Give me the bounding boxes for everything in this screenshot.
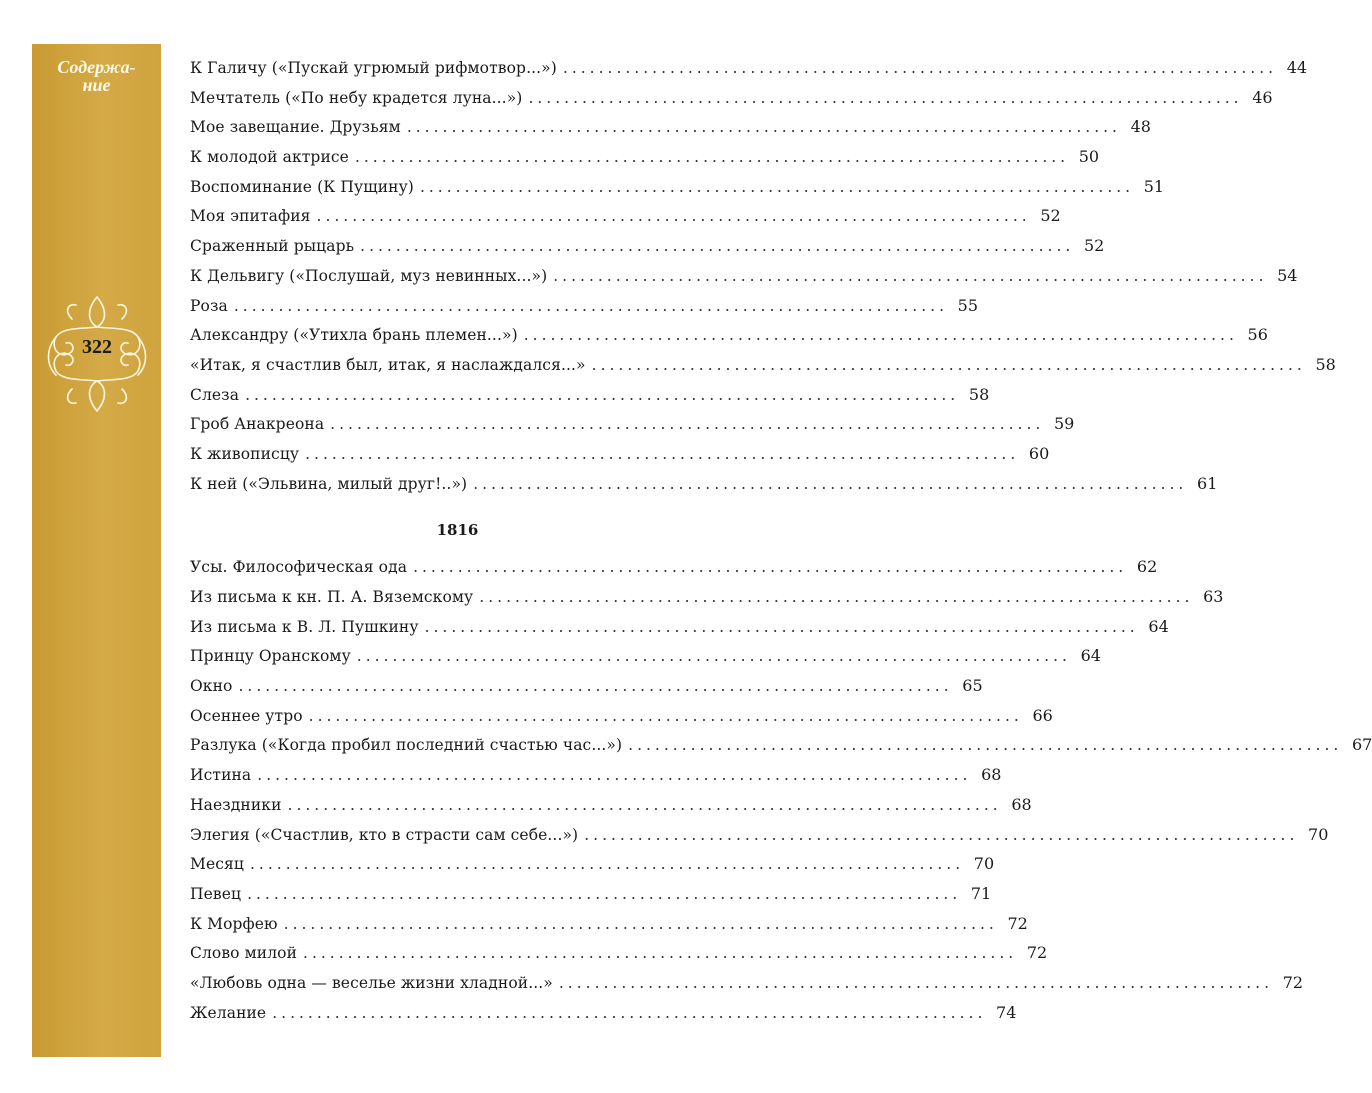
toc-entry-page: 72 <box>1026 943 1048 963</box>
toc-leader-dots: ................................................................................ <box>360 237 1075 256</box>
toc-leader-dots: ................................................................................ <box>413 558 1128 577</box>
toc-entry <box>190 53 1308 83</box>
toc-entry-title: Окно <box>190 677 233 696</box>
toc-entry-page: 68 <box>981 765 1002 785</box>
toc-entry-title: Желание <box>190 1003 267 1022</box>
toc-entry-title: Мое завещание. Друзьям <box>190 118 401 137</box>
toc-entry-page: 54 <box>1277 265 1298 285</box>
toc-leader-dots: ................................................................................ <box>233 296 949 315</box>
toc-entry <box>190 320 1268 350</box>
toc-entry-page: 72 <box>1282 972 1304 992</box>
toc-leader-dots: ................................................................................ <box>628 736 1343 755</box>
toc-entry-page: 52 <box>1083 236 1105 256</box>
toc-entry-page: 68 <box>1011 794 1032 814</box>
toc-entry-title: Слово милой <box>190 944 298 963</box>
toc-entry-page: 56 <box>1247 325 1268 345</box>
toc-entry <box>190 83 1273 113</box>
toc-entry <box>190 968 1304 998</box>
toc-entry <box>190 380 990 410</box>
toc-leader-dots: ................................................................................ <box>562 59 1278 77</box>
toc-entry <box>190 231 1105 261</box>
toc-entry <box>190 998 1017 1028</box>
toc-leader-dots: ................................................................................ <box>473 474 1188 493</box>
table-of-contents <box>190 53 1372 1027</box>
toc-entry-page: 74 <box>996 1002 1017 1022</box>
toc-entry <box>190 790 1032 820</box>
toc-entry-page: 66 <box>1032 705 1053 725</box>
toc-entry <box>190 760 1002 790</box>
toc-entry-title: Александру («Утихла брань племен...») <box>190 326 518 345</box>
toc-entry-page: 70 <box>1308 824 1329 844</box>
toc-leader-dots: ................................................................................ <box>330 415 1045 434</box>
toc-leader-dots: ................................................................................ <box>308 706 1023 725</box>
section-label-line2: ние <box>82 75 111 95</box>
toc-entry-page: 60 <box>1028 443 1050 463</box>
toc-entry <box>190 820 1329 850</box>
toc-leader-dots: ................................................................................ <box>272 1003 987 1022</box>
toc-entry <box>190 409 1075 439</box>
toc-entry-title: Наездники <box>190 795 282 814</box>
toc-entry <box>190 201 1061 231</box>
toc-entry-title: «Итак, я счастлив был, итак, я наслаждался...» <box>190 355 586 374</box>
toc-leader-dots: ................................................................................ <box>257 766 972 785</box>
toc-entry <box>190 879 992 909</box>
section-label <box>32 58 161 94</box>
toc-entry <box>190 582 1224 612</box>
toc-entry-title: К Морфею <box>190 914 278 933</box>
toc-entry-title: Осеннее утро <box>190 706 303 725</box>
toc-entry-title: Истина <box>190 766 252 785</box>
toc-entry-page: 50 <box>1078 147 1100 167</box>
toc-leader-dots: ................................................................................ <box>584 825 1299 844</box>
toc-leader-dots: ................................................................................ <box>558 973 1274 992</box>
toc-entry <box>190 350 1336 380</box>
toc-leader-dots: ................................................................................ <box>591 355 1306 374</box>
toc-entry-page: 61 <box>1197 473 1218 493</box>
toc-leader-dots: ................................................................................ <box>419 177 1135 196</box>
toc-entry <box>190 112 1151 142</box>
toc-group-1 <box>190 53 1336 498</box>
toc-entry-title: Из письма к кн. П. А. Вяземскому <box>190 588 474 606</box>
toc-leader-dots: ................................................................................ <box>247 884 962 903</box>
toc-entry-page: 44 <box>1286 58 1308 77</box>
toc-leader-dots: ................................................................................ <box>528 88 1243 107</box>
toc-entry <box>190 671 983 701</box>
toc-leader-dots: ................................................................................ <box>424 617 1139 636</box>
toc-entry <box>190 909 1028 939</box>
sidebar-band <box>32 44 161 1057</box>
toc-entry-title: Элегия («Счастлив, кто в страсти сам себе...») <box>190 825 579 844</box>
toc-entry-title: Роза <box>190 296 228 315</box>
toc-entry-page: 72 <box>1007 913 1028 933</box>
toc-entry-title: Воспоминание (К Пущину) <box>190 177 414 196</box>
toc-entry <box>190 612 1169 642</box>
toc-entry <box>190 291 979 321</box>
toc-entry <box>190 469 1218 499</box>
toc-entry-title: К ней («Эльвина, милый друг!..») <box>190 474 468 493</box>
toc-entry-page: 55 <box>957 295 979 315</box>
toc-entry-title: Мечтатель («По небу крадется луна...») <box>190 88 523 107</box>
toc-leader-dots: ................................................................................ <box>303 944 1018 963</box>
toc-entry <box>190 172 1165 202</box>
toc-entry <box>190 142 1100 172</box>
toc-entry-title: Из письма к В. Л. Пушкину <box>190 617 419 636</box>
toc-entry <box>190 552 1158 582</box>
toc-entry-title: Месяц <box>190 855 244 874</box>
toc-leader-dots: ................................................................................ <box>249 855 965 874</box>
toc-entry-title: Моя эпитафия <box>190 207 311 226</box>
toc-entry-title: К Дельвигу («Послушай, муз невинных...») <box>190 266 548 285</box>
toc-leader-dots: ................................................................................ <box>479 588 1194 606</box>
toc-entry-page: 52 <box>1040 206 1061 226</box>
toc-leader-dots: ................................................................................ <box>283 914 998 933</box>
toc-leader-dots: ................................................................................ <box>316 207 1031 226</box>
toc-entry-title: Гроб Анакреона <box>190 415 325 434</box>
toc-entry <box>190 938 1048 968</box>
toc-entry <box>190 730 1372 760</box>
toc-entry-title: К молодой актрисе <box>190 148 349 167</box>
toc-entry-title: К Галичу («Пускай угрюмый рифмотвор...») <box>190 59 557 77</box>
toc-leader-dots: ................................................................................ <box>356 647 1071 666</box>
toc-entry <box>190 641 1101 671</box>
toc-leader-dots: ................................................................................ <box>305 444 1020 463</box>
toc-entry-page: 63 <box>1203 587 1224 606</box>
toc-entry-page: 67 <box>1351 735 1372 755</box>
toc-entry <box>190 439 1050 469</box>
toc-entry-title: Сраженный рыцарь <box>190 237 355 256</box>
toc-entry-page: 58 <box>1315 354 1336 374</box>
toc-entry <box>190 849 995 879</box>
page-number: 322 <box>82 336 112 358</box>
toc-entry-page: 51 <box>1143 176 1165 196</box>
toc-leader-dots: ................................................................................ <box>238 677 953 696</box>
toc-leader-dots: ................................................................................ <box>523 326 1238 345</box>
toc-entry-page: 59 <box>1053 414 1075 434</box>
toc-leader-dots: ................................................................................ <box>553 266 1268 285</box>
toc-entry-page: 64 <box>1148 616 1169 636</box>
toc-leader-dots: ................................................................................ <box>354 148 1070 167</box>
toc-entry-title: Принцу Оранскому <box>190 647 351 666</box>
toc-entry <box>190 701 1053 731</box>
toc-entry-title: Слеза <box>190 385 240 404</box>
toc-entry-page: 71 <box>970 883 992 903</box>
toc-group-2 <box>190 552 1372 1027</box>
toc-entry-title: Певец <box>190 884 242 903</box>
toc-entry-page: 64 <box>1080 646 1101 666</box>
toc-entry-title: К живописцу <box>190 444 300 463</box>
toc-leader-dots: ................................................................................ <box>245 385 960 404</box>
toc-entry-title: Усы. Философическая ода <box>190 558 408 577</box>
toc-entry <box>190 261 1298 291</box>
toc-entry-page: 58 <box>968 384 990 404</box>
toc-entry-title: Разлука («Когда пробил последний счастью час...») <box>190 736 623 755</box>
section-label-line1: Содержа- <box>57 57 136 77</box>
toc-entry-page: 48 <box>1130 117 1151 137</box>
toc-entry-page: 62 <box>1136 557 1158 577</box>
toc-leader-dots: ................................................................................ <box>406 118 1121 137</box>
toc-entry-page: 70 <box>973 854 995 874</box>
toc-leader-dots: ................................................................................ <box>287 795 1002 814</box>
year-heading: 1816 <box>436 521 479 540</box>
toc-entry-title: «Любовь одна — веселье жизни хладной...» <box>190 973 553 992</box>
toc-entry-page: 65 <box>962 676 983 696</box>
toc-entry-page: 46 <box>1252 87 1273 107</box>
